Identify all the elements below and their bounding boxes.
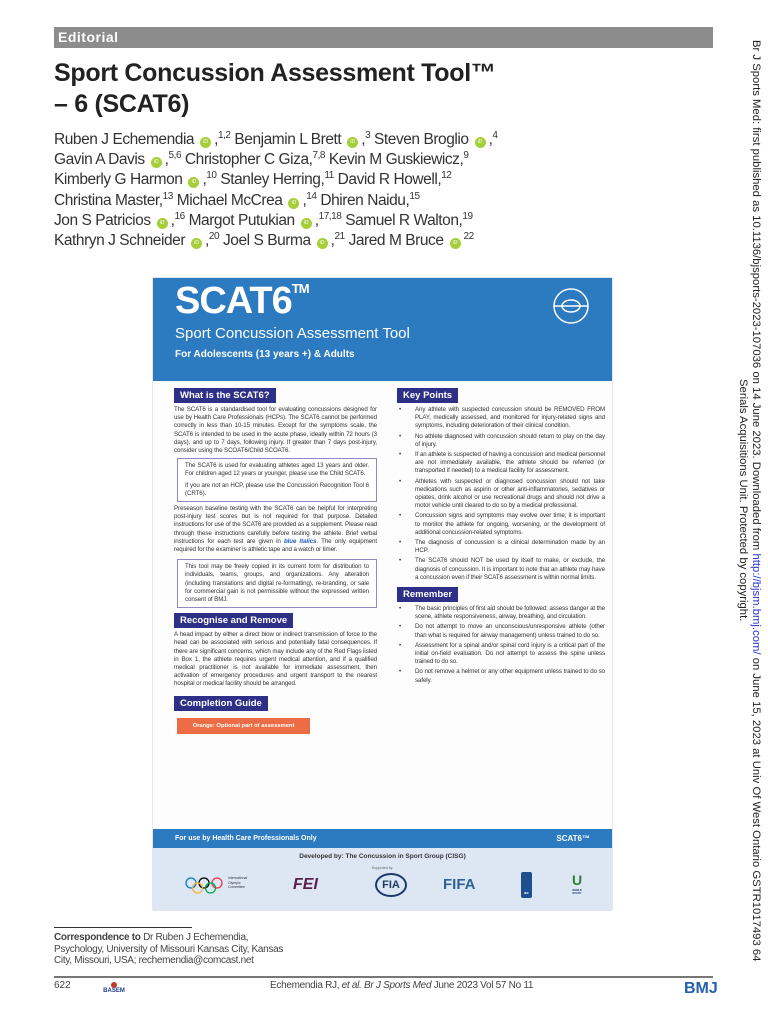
author-name: Christina Master bbox=[54, 191, 159, 209]
page-number: 622 bbox=[54, 980, 71, 991]
author-name: Christopher C Giza bbox=[184, 151, 309, 169]
download-watermark bbox=[722, 38, 762, 963]
author-name: Jared M Bruce bbox=[348, 232, 444, 250]
recognise-heading: Recognise and Remove bbox=[174, 613, 293, 628]
author-name: Kimberly G Harmon bbox=[54, 171, 183, 189]
orcid-icon[interactable]: iD bbox=[151, 157, 162, 168]
scat6-audience: For Adolescents (13 years +) & Adults bbox=[175, 349, 355, 360]
citation-authors: Echemendia RJ, bbox=[270, 980, 342, 991]
fei-logo: FEI bbox=[293, 876, 318, 893]
author: Kimberly G Harmon iD ,$^{10}$ bbox=[54, 170, 217, 189]
remember-heading: Remember bbox=[397, 587, 458, 602]
scat6-logo bbox=[175, 280, 309, 323]
key-points-list bbox=[397, 406, 605, 584]
baseline-text bbox=[174, 505, 377, 554]
affiliation-number: 7,8 bbox=[312, 150, 326, 162]
author: Margot Putukian iD ,$^{17,18}$ bbox=[188, 210, 342, 229]
affiliation-number: 22 bbox=[463, 231, 474, 243]
orcid-icon[interactable]: iD bbox=[191, 238, 202, 249]
affiliation-number: 15 bbox=[409, 190, 420, 202]
figure-footer-bar bbox=[153, 829, 612, 848]
bjsm-link[interactable]: http://bjsm.bmj.com/ bbox=[750, 553, 762, 655]
affiliation-number: 3 bbox=[365, 130, 371, 141]
age-info-box bbox=[177, 458, 377, 502]
orcid-icon[interactable]: iD bbox=[188, 177, 199, 188]
scat6-header bbox=[153, 278, 612, 381]
hcp-only-label: For use by Health Care Professionals Only bbox=[175, 835, 317, 842]
author: Benjamin L Brett iD ,$^3$ bbox=[234, 130, 371, 148]
list-item: • Any athlete with suspected concussion should be REMOVED FROM PLAY, medically assessed, and monitored for injury-related signs and symptoms, including deterioration of their clinical condition. bbox=[397, 406, 605, 431]
author-name: Kevin M Guskiewicz bbox=[328, 151, 460, 169]
author-name: Steven Broglio bbox=[374, 131, 469, 148]
author-name: Samuel R Walton bbox=[345, 211, 459, 229]
affiliation-number: 16 bbox=[174, 210, 185, 222]
scat6-subtitle: Sport Concussion Assessment Tool bbox=[175, 325, 410, 342]
recognise-text: A head impact by either a direct blow or indirect transmission of force to the head can be associated with serious and potentially fatal consequences. If there are significant concerns, which may include any of the Red Flags listed in Box 1, the athlete requires urgent medical attention, and if a qualified medical practitioner is not available for immediate assessment, then activation of emergency procedures and urgent transport to the nearest hospital or medical facility should be arranged. bbox=[174, 631, 377, 688]
author: Kevin M Guskiewicz,$^9$ bbox=[328, 150, 469, 169]
author: Steven Broglio iD ,$^4$ bbox=[374, 130, 498, 148]
completion-heading: Completion Guide bbox=[174, 696, 268, 711]
author: Christopher C Giza,$^{7,8}$ bbox=[184, 150, 326, 169]
orcid-icon[interactable]: iD bbox=[301, 218, 312, 229]
watermark-text-b: on June 15, 2023 at Univ Of West Ontario GSTR1017493 64 bbox=[750, 654, 762, 962]
affiliation-number: 13 bbox=[162, 190, 173, 202]
affiliation-number: 19 bbox=[462, 210, 473, 222]
what-is-heading: What is the SCAT6? bbox=[174, 388, 276, 403]
affiliation-number: 4 bbox=[492, 130, 498, 141]
basem-logo bbox=[98, 982, 130, 1006]
iihf-logo: IIHF bbox=[521, 872, 532, 898]
author: Joel S Burma iD ,$^{21}$ bbox=[222, 231, 345, 250]
olympic-rings-logo bbox=[185, 876, 225, 896]
affiliation-number: 9 bbox=[463, 150, 469, 162]
citation-issue: June 2023 Vol 57 No 11 bbox=[431, 980, 534, 991]
affiliation-number: 1,2 bbox=[217, 130, 231, 141]
basem-logo-text: BASEM bbox=[103, 988, 125, 994]
correspondence-note bbox=[54, 932, 284, 967]
footer-divider bbox=[54, 976, 713, 978]
section-label: Editorial bbox=[54, 27, 713, 48]
author: Michael McCrea iD ,$^{14}$ bbox=[176, 190, 317, 209]
orcid-icon[interactable]: iD bbox=[288, 198, 299, 209]
affiliation-number: 14 bbox=[306, 190, 317, 202]
developed-by: Developed by: The Concussion in Sport Group (CISG) bbox=[299, 853, 466, 860]
world-rugby-label: WORLD RUGBY bbox=[572, 889, 582, 895]
author-name: Benjamin L Brett bbox=[234, 131, 342, 148]
author-name: Kathryn J Schneider bbox=[54, 232, 186, 250]
orcid-icon[interactable]: iD bbox=[475, 137, 486, 148]
fifa-logo: FIFA bbox=[443, 876, 476, 893]
remember-list bbox=[397, 605, 605, 687]
author-name: Margot Putukian bbox=[188, 211, 295, 229]
target-icon bbox=[552, 287, 590, 325]
list-item: • If an athlete is suspected of having a concussion and medical personnel are not immediately available, the athlete should be referred (or transported if needed) to a medical facility for assessment. bbox=[397, 451, 605, 476]
list-item: • The basic principles of first aid should be followed: assess danger at the scene, athlete responsiveness, airway, breathing, and circulation. bbox=[397, 605, 605, 621]
key-points-heading: Key Points bbox=[397, 388, 458, 403]
baseline-text-a: Preseason baseline testing with the SCAT6 can be helpful for interpreting post-injury test scores but is not required for that purpose. Detailed instructions for use of the SCAT6 are provided as a supplement. Please read through these instructions carefully before testing the athlete. Brief verbal instructions for each test are given in bbox=[174, 505, 377, 545]
author: Dhiren Naidu,$^{15}$ bbox=[320, 190, 420, 209]
author: Ruben J Echemendia iD ,$^{1,2}$ bbox=[54, 130, 231, 148]
affiliation-number: 10 bbox=[206, 170, 217, 182]
orcid-icon[interactable]: iD bbox=[200, 137, 211, 148]
orange-legend: Orange: Optional part of assessment bbox=[177, 718, 310, 734]
footnote-divider bbox=[54, 927, 192, 928]
right-column bbox=[397, 388, 605, 687]
supported-by: Supported by: bbox=[371, 866, 394, 870]
fia-logo: FIA bbox=[375, 873, 407, 897]
list-item: • Concussion signs and symptoms may evolve over time; it is important to monitor the athlete for ongoing, worsening, or the development of additional concussion-related symptoms. bbox=[397, 512, 605, 537]
hcp-info-text: If you are not an HCP, please use the Concussion Recognition Tool 6 (CRT6). bbox=[185, 481, 369, 497]
watermark-text-a: Br J Sports Med: first published as 10.1136/bjsports-2023-107036 on 14 June 2023. Downloaded from bbox=[750, 39, 762, 554]
author-name: Dhiren Naidu bbox=[320, 191, 406, 209]
left-column bbox=[174, 388, 377, 734]
affiliation-number: 20 bbox=[208, 231, 220, 243]
correspondence-label: Correspondence to bbox=[54, 932, 141, 943]
author: Gavin A Davis iD ,$^{5,6}$ bbox=[54, 150, 182, 169]
orcid-icon[interactable]: iD bbox=[450, 238, 461, 249]
age-info-text: The SCAT6 is used for evaluating athletes aged 13 years and older. For children aged 12 years or younger, please use the Child SCAT6. bbox=[185, 462, 369, 478]
author-list bbox=[54, 130, 524, 251]
author-name: Ruben J Echemendia bbox=[54, 131, 195, 148]
scat6-logo-text: SCAT6 bbox=[175, 280, 292, 322]
citation-journal: et al. Br J Sports Med bbox=[341, 980, 432, 991]
copyright-box: This tool may be freely copied in its current form for distribution to individuals, teams, groups, and organizations. Any alteration (including translations and digital re-formatting), re-branding, or sale for commercial gain is not permissible without the expressed written consent of BMJ. bbox=[177, 559, 377, 608]
author: Jon S Patricios iD ,$^{16}$ bbox=[54, 210, 185, 229]
citation bbox=[270, 980, 533, 991]
list-item: • Do not remove a helmet or any other equipment unless trained to do so safely. bbox=[397, 668, 605, 684]
author-name: Michael McCrea bbox=[176, 191, 283, 209]
sponsor-strip bbox=[153, 848, 612, 911]
author: Kathryn J Schneider iD ,$^{20}$ bbox=[54, 231, 220, 250]
blue-italics: blue italics bbox=[283, 537, 317, 545]
scat6-figure bbox=[152, 277, 613, 910]
author-name: Jon S Patricios bbox=[54, 211, 151, 229]
affiliation-number: 21 bbox=[334, 231, 345, 243]
trademark: TM bbox=[291, 281, 309, 296]
correspondence-text: Dr Ruben J Echemendia, Psychology, University of Missouri Kansas City, Kansas City, Missouri, USA; rechemendia@comcast.net bbox=[54, 932, 284, 966]
author: Stanley Herring,$^{11}$ bbox=[220, 170, 334, 189]
author: Christina Master,$^{13}$ bbox=[54, 190, 173, 209]
author-name: Gavin A Davis bbox=[54, 151, 145, 169]
list-item: • Assessment for a spinal and/or spinal cord injury is a critical part of the initial on-field evaluation. Do not attempt to assess the spine unless trained to do so. bbox=[397, 642, 605, 667]
affiliation-number: 17,18 bbox=[318, 210, 342, 222]
affiliation-number: 12 bbox=[441, 170, 452, 182]
bmj-logo: BMJ bbox=[684, 980, 718, 997]
ioc-label: International Olympic Committee bbox=[228, 876, 248, 889]
watermark-copyright: Serials Acquisitions Unit. Protected by copyright. bbox=[737, 379, 749, 622]
author-name: Joel S Burma bbox=[222, 232, 311, 250]
scat6-footer-logo: SCAT6™ bbox=[556, 834, 590, 843]
world-rugby-logo: U WORLD RUGBY bbox=[568, 871, 586, 895]
what-is-text: The SCAT6 is a standardised tool for evaluating concussions designed for use by Health Care Professionals (HCPs). The SCAT6 cannot be performed correctly in less than 10-15 minutes. Except for the symptoms scale, the SCAT6 is intended to be used in the acute phase, ideally within 72 hours (3 days), and up to 7 days, following injury. If greater than 7 days post-injury, consider using the SCOAT6/Child SCOAT6. bbox=[174, 406, 377, 455]
list-item: • The SCAT6 should NOT be used by itself to make, or exclude, the diagnosis of concussion. It is important to note that an athlete may have a concussion even if their SCAT6 assessment is within normal limits. bbox=[397, 557, 605, 582]
orcid-icon[interactable]: iD bbox=[317, 238, 328, 249]
author-name: Stanley Herring bbox=[220, 171, 321, 189]
baseline-text-b: . The only equipment required for the examiner is athletic tape and a watch or timer. bbox=[174, 537, 377, 554]
orcid-icon[interactable]: iD bbox=[347, 137, 358, 148]
affiliation-number: 5,6 bbox=[168, 150, 182, 162]
orcid-icon[interactable]: iD bbox=[157, 218, 168, 229]
article-title: Sport Concussion Assessment Tool™ – 6 (SCAT6) bbox=[54, 59, 496, 118]
list-item: • The diagnosis of concussion is a clinical determination made by an HCP. bbox=[397, 539, 605, 555]
affiliation-number: 11 bbox=[324, 170, 334, 182]
list-item: • Do not attempt to move an unconscious/unresponsive athlete (other than what is required for airway management) unless trained to do so. bbox=[397, 623, 605, 639]
author: David R Howell,$^{12}$ bbox=[337, 170, 452, 189]
list-item: • Athletes with suspected or diagnosed concussion should not take medications such as aspirin or other anti-inflammatories, sedatives or opiates, drink alcohol or use recreational drugs and should not drive a motor vehicle until cleared to do so by a medical professional. bbox=[397, 478, 605, 511]
author-name: David R Howell bbox=[337, 171, 438, 189]
list-item: • No athlete diagnosed with concussion should return to play on the day of injury. bbox=[397, 433, 605, 449]
author: Samuel R Walton,$^{19}$ bbox=[345, 210, 473, 229]
author bbox=[349, 232, 474, 249]
